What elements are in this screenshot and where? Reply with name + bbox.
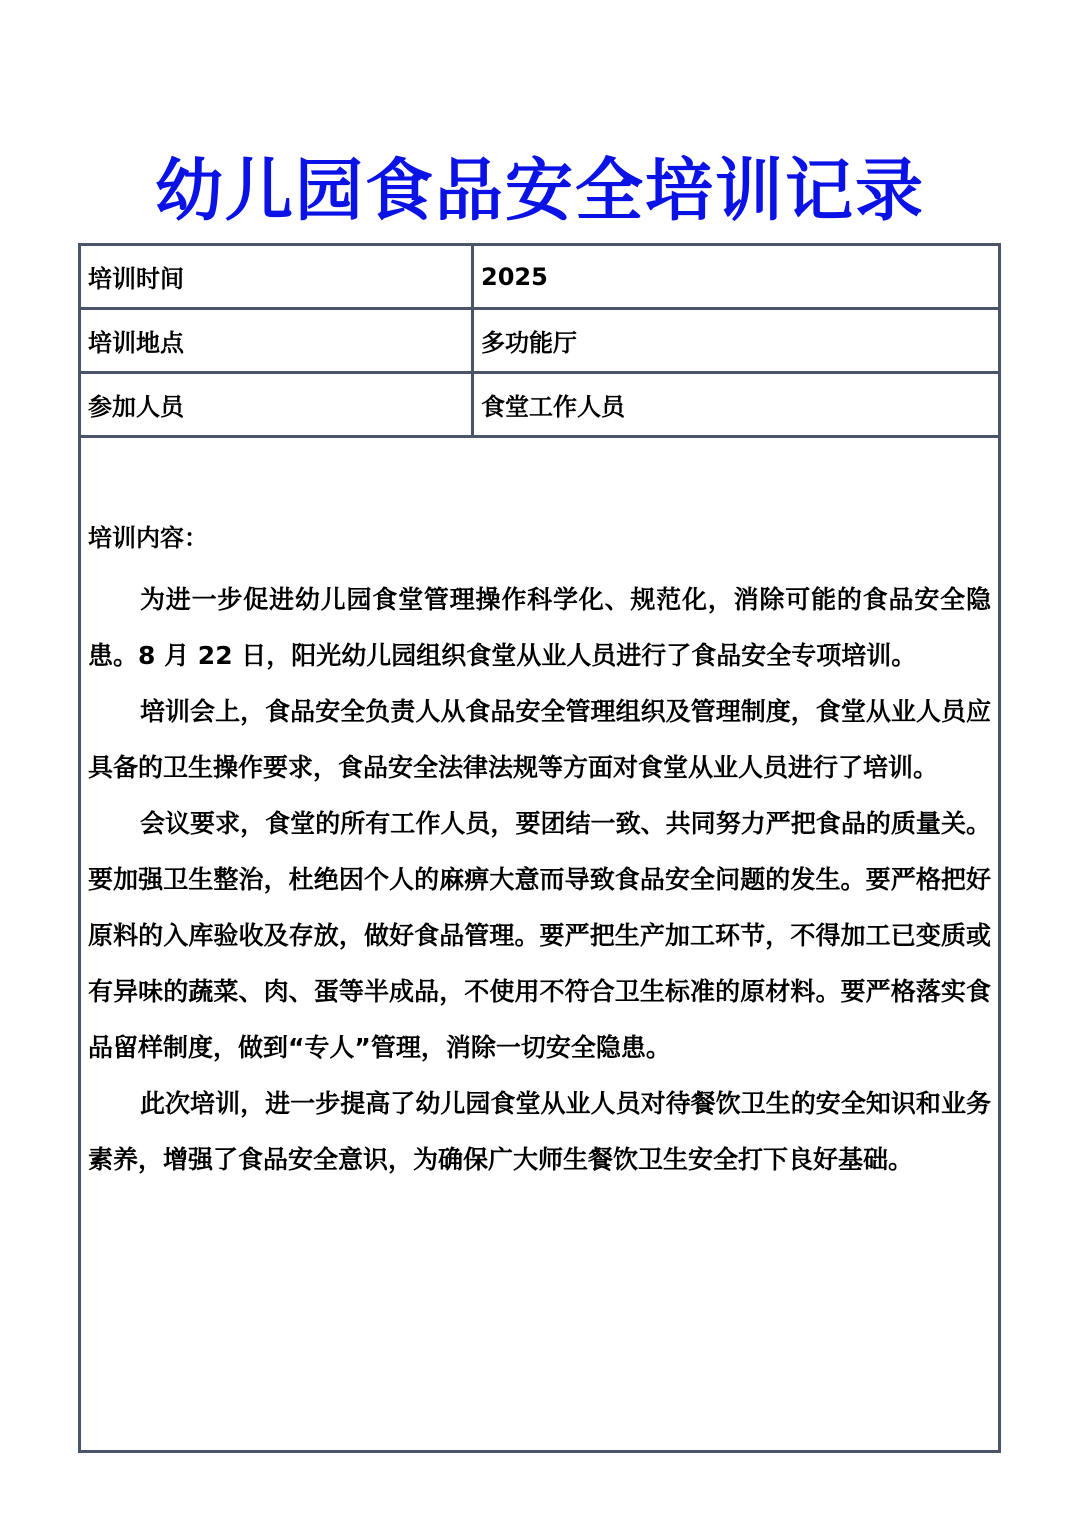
content-paragraph: 会议要求，食堂的所有工作人员，要团结一致、共同努力严把食品的质量关。要加强卫生整治，杜绝因个人的麻痹大意而导致食品安全问题的发生。要严格把好原料的入库验收及存放，做好食品管理。要严把生产加工环节，不得加工已变质或有异味的蔬菜、肉、蛋等半成品，不使用不符合卫生标准的原材料。要严格落实食品留样制度，做到“专人”管理，消除一切安全隐患。 <box>88 809 991 1062</box>
location-label: 培训地点 <box>80 309 473 373</box>
content-paragraph: 为进一步促进幼儿园食堂管理操作科学化、规范化，消除可能的食品安全隐患。8 月 22 日，阳光幼儿园组织食堂从业人员进行了食品安全专项培训。 <box>88 585 991 670</box>
time-value: 2025 <box>473 245 1000 309</box>
page-title: 幼儿园食品安全培训记录 <box>154 152 925 231</box>
participants-label: 参加人员 <box>80 373 473 437</box>
training-record-table <box>78 243 1001 1453</box>
table-row <box>80 373 1000 437</box>
content-cell <box>80 437 1000 1452</box>
location-value: 多功能厅 <box>473 309 1000 373</box>
content-paragraph: 培训会上，食品安全负责人从食品安全管理组织及管理制度，食堂从业人员应具备的卫生操作要求，食品安全法律法规等方面对食堂从业人员进行了培训。 <box>88 697 991 782</box>
content-row <box>80 437 1000 1452</box>
content-paragraph: 此次培训，进一步提高了幼儿园食堂从业人员对待餐饮卫生的安全知识和业务素养，增强了食品安全意识，为确保广大师生餐饮卫生安全打下良好基础。 <box>88 1089 991 1174</box>
table-row <box>80 245 1000 309</box>
content-heading: 培训内容： <box>88 524 208 552</box>
table-row <box>80 309 1000 373</box>
time-label: 培训时间 <box>80 245 473 309</box>
participants-value: 食堂工作人员 <box>473 373 1000 437</box>
